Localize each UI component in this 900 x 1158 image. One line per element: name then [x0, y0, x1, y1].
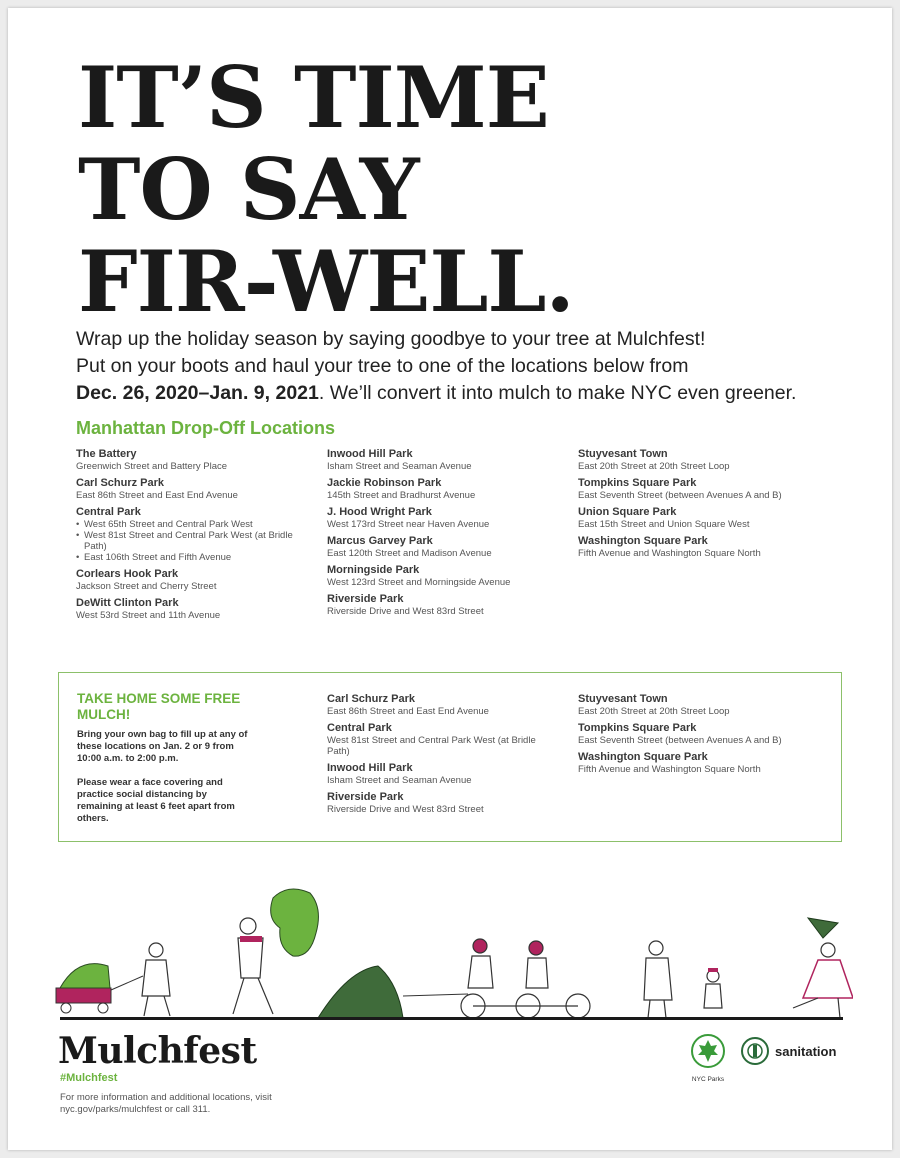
location-name: Corlears Hook Park	[76, 568, 179, 580]
location-item	[578, 448, 808, 472]
nyc-parks-logo	[688, 1033, 728, 1083]
location-address: Riverside Drive and West 83rd Street	[327, 606, 484, 617]
wagon-illustration	[56, 964, 143, 1013]
dropoff-title: Manhattan Drop-Off Locations	[76, 418, 335, 438]
location-name: Carl Schurz Park	[327, 693, 416, 705]
sanitation-logo	[740, 1036, 836, 1066]
location-bullet: • East 106th Street and Fifth Avenue	[76, 552, 306, 563]
free-mulch-text-1: Bring your own bag to fill up at any of these locations on Jan. 2 or 9 from 10:00 a.m. to 2:00 p.m.	[77, 729, 248, 764]
location-item	[327, 762, 557, 786]
location-item	[327, 722, 557, 757]
bicycle-illustration	[461, 939, 590, 1018]
more-info-text: For more information and additional locations, visit nyc.gov/parks/mulchfest or call 311.	[60, 1092, 272, 1115]
location-item	[578, 693, 818, 717]
location-name: Riverside Park	[327, 791, 404, 803]
location-address: East 20th Street at 20th Street Loop	[578, 461, 730, 472]
location-name: Carl Schurz Park	[76, 477, 165, 489]
location-bullets	[76, 519, 306, 563]
location-name: Tompkins Square Park	[578, 722, 697, 734]
location-name: J. Hood Wright Park	[327, 506, 432, 518]
location-item	[578, 535, 808, 559]
location-name: Marcus Garvey Park	[327, 535, 433, 547]
location-name: Washington Square Park	[578, 751, 708, 763]
location-item	[327, 693, 557, 717]
mulchfest-logo: Mulchfest	[58, 1030, 257, 1072]
free-mulch-box	[58, 672, 842, 842]
location-item	[76, 506, 306, 563]
nyc-parks-label: NYC Parks	[691, 1076, 725, 1083]
fallen-tree-illustration	[318, 966, 468, 1018]
location-address: East 120th Street and Madison Avenue	[327, 548, 492, 559]
location-address: East 15th Street and Union Square West	[578, 519, 750, 530]
location-item	[578, 506, 808, 530]
ground-line	[60, 1017, 843, 1020]
location-item	[76, 568, 306, 592]
mulch-column-2	[327, 693, 557, 820]
location-address: West 53rd Street and 11th Avenue	[76, 610, 221, 621]
location-address: Fifth Avenue and Washington Square North	[578, 764, 761, 775]
location-address: 145th Street and Bradhurst Avenue	[327, 490, 476, 501]
location-bullet: • West 65th Street and Central Park West	[76, 519, 306, 530]
location-address: East Seventh Street (between Avenues A and B)	[578, 490, 782, 501]
person-3-illustration	[644, 941, 722, 1018]
location-name: Riverside Park	[327, 593, 404, 605]
location-address: West 123rd Street and Morningside Avenue	[327, 577, 511, 588]
location-name: Central Park	[327, 722, 392, 734]
location-item	[327, 791, 557, 815]
location-item	[327, 477, 557, 501]
location-item	[327, 593, 557, 617]
person-2-illustration	[233, 889, 318, 1014]
dropoff-column-3	[578, 448, 808, 564]
location-name: Morningside Park	[327, 564, 420, 576]
location-name: DeWitt Clinton Park	[76, 597, 179, 609]
location-name: Washington Square Park	[578, 535, 708, 547]
location-address: East 86th Street and East End Avenue	[76, 490, 238, 501]
location-item	[76, 597, 306, 621]
location-item	[578, 751, 818, 775]
intro-line-3	[76, 380, 856, 407]
location-item	[76, 477, 306, 501]
parks-leaf-icon	[690, 1033, 726, 1069]
location-name: Central Park	[76, 506, 141, 518]
intro-line-2: Put on your boots and haul your tree to one of the locations below from	[76, 355, 689, 377]
location-item	[578, 722, 818, 746]
sanitation-seal-icon	[740, 1036, 770, 1066]
headline-line-2: TO SAY	[78, 140, 419, 239]
location-address: Isham Street and Seaman Avenue	[327, 461, 472, 472]
headline-line-3: FIR-WELL.	[78, 232, 574, 331]
location-name: Union Square Park	[578, 506, 677, 518]
location-item	[327, 448, 557, 472]
location-address: Isham Street and Seaman Avenue	[327, 775, 472, 786]
hashtag: #Mulchfest	[60, 1072, 118, 1084]
location-name: Stuyvesant Town	[578, 448, 668, 460]
location-address: East 20th Street at 20th Street Loop	[578, 706, 730, 717]
location-item	[327, 506, 557, 530]
location-address: Jackson Street and Cherry Street	[76, 581, 217, 592]
location-name: Inwood Hill Park	[327, 448, 413, 460]
intro-paragraph	[76, 326, 856, 407]
free-mulch-title: TAKE HOME SOME FREE MULCH!	[77, 691, 241, 722]
flyer-page	[8, 8, 892, 1150]
location-item	[578, 477, 808, 501]
location-item	[327, 564, 557, 588]
location-name: Jackie Robinson Park	[327, 477, 442, 489]
location-name: The Battery	[76, 448, 137, 460]
location-bullet: • West 81st Street and Central Park West (at Bridle Path)	[76, 530, 306, 552]
illustration-scene	[48, 878, 853, 1023]
person-1-illustration	[142, 943, 170, 1016]
location-address: East Seventh Street (between Avenues A and B)	[578, 735, 782, 746]
mulch-column-3	[578, 693, 818, 780]
location-address: Fifth Avenue and Washington Square North	[578, 548, 761, 559]
location-item	[327, 535, 557, 559]
headline-line-1: IT’S TIME	[78, 48, 549, 147]
location-name: Tompkins Square Park	[578, 477, 697, 489]
location-item	[76, 448, 306, 472]
location-address: West 81st Street and Central Park West (at Bridle Path)	[327, 735, 536, 757]
headline	[78, 48, 574, 331]
sanitation-label: sanitation	[775, 1043, 837, 1059]
location-address: West 173rd Street near Haven Avenue	[327, 519, 490, 530]
location-name: Stuyvesant Town	[578, 693, 668, 705]
location-name: Inwood Hill Park	[327, 762, 413, 774]
intro-dates: Dec. 26, 2020–Jan. 9, 2021	[76, 382, 319, 404]
person-4-illustration	[793, 918, 853, 1018]
location-address: Riverside Drive and West 83rd Street	[327, 804, 484, 815]
location-address: East 86th Street and East End Avenue	[327, 706, 489, 717]
free-mulch-text-2: Please wear a face covering and practice social distancing by remaining at least 6 feet apart from others.	[77, 777, 235, 824]
location-address: Greenwich Street and Battery Place	[76, 461, 228, 472]
intro-line-3-rest: . We’ll convert it into mulch to make NYC even greener.	[318, 382, 797, 404]
dropoff-column-1	[76, 448, 306, 626]
intro-line-1: Wrap up the holiday season by saying goodbye to your tree at Mulchfest!	[76, 328, 706, 350]
dropoff-column-2	[327, 448, 557, 622]
